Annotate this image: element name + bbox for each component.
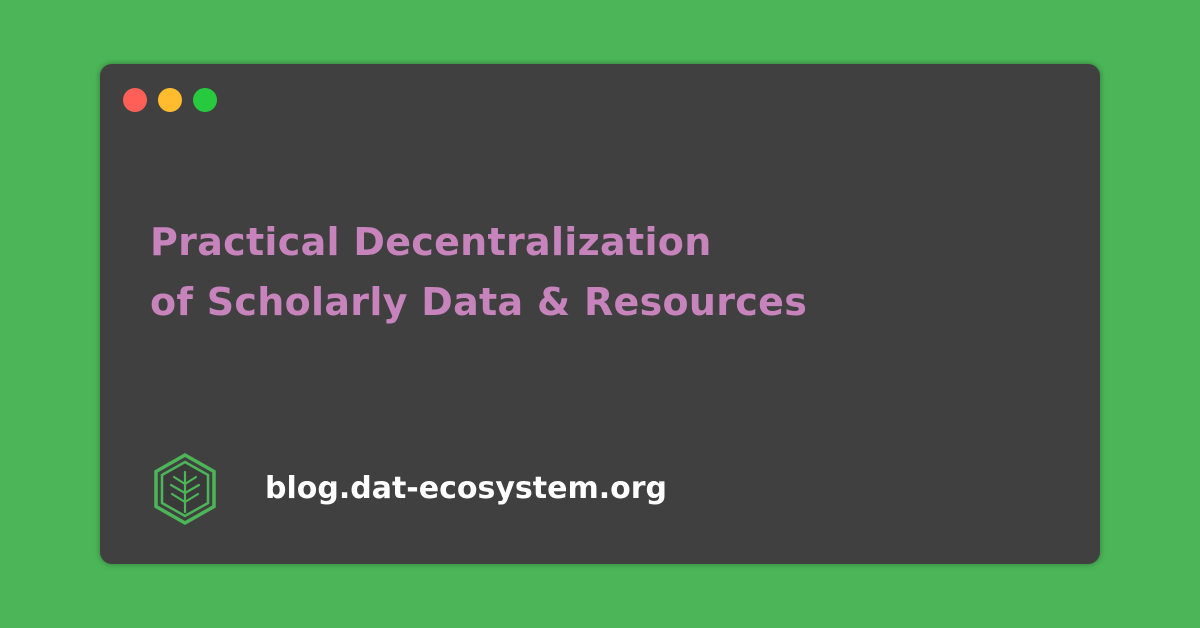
minimize-dot-icon[interactable] <box>158 88 182 112</box>
dat-hexagon-leaf-icon <box>152 452 218 526</box>
close-dot-icon[interactable] <box>123 88 147 112</box>
maximize-dot-icon[interactable] <box>193 88 217 112</box>
title-line-2: of Scholarly Data & Resources <box>150 280 808 324</box>
title-line-1: Practical Decentralization <box>150 220 712 264</box>
blog-domain-link[interactable]: blog.dat-ecosystem.org <box>265 471 667 506</box>
window-card <box>100 64 1100 564</box>
page-title <box>150 212 807 332</box>
